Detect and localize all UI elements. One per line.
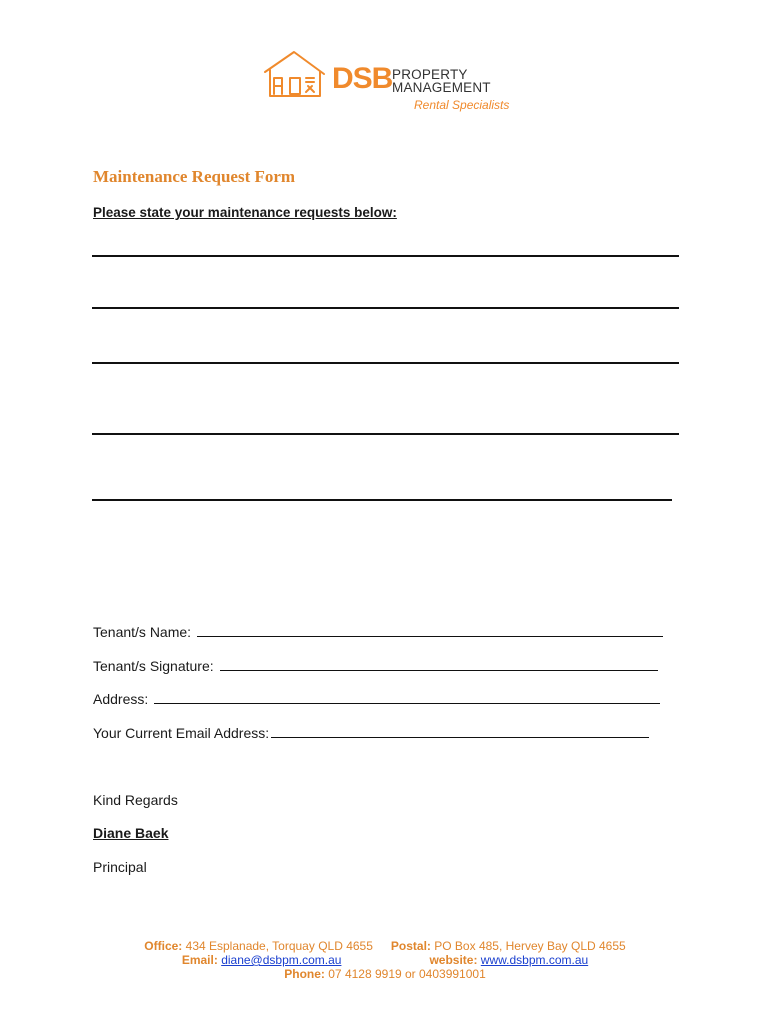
address-input[interactable]: [154, 689, 660, 704]
tenant-signature-input[interactable]: [220, 656, 658, 671]
email-label: Your Current Email Address:: [93, 725, 270, 741]
tenant-signature-field: [93, 656, 658, 674]
house-logo-icon: [262, 48, 332, 103]
footer-line-2: [0, 953, 770, 967]
signatory-role: Principal: [93, 859, 147, 875]
tenant-signature-label: Tenant/s Signature:: [93, 658, 218, 674]
phone-label: Phone:: [284, 967, 325, 981]
office-value: 434 Esplanade, Torquay QLD 4655: [182, 939, 373, 953]
logo-brand: DSB: [332, 62, 393, 95]
form-title: Maintenance Request Form: [93, 167, 296, 186]
footer-contact: [0, 939, 770, 981]
request-line-4[interactable]: [92, 433, 679, 435]
email-link[interactable]: diane@dsbpm.com.au: [221, 953, 342, 967]
company-logo: [262, 48, 522, 118]
address-label: Address:: [93, 691, 153, 707]
phone-value: 07 4128 9919 or 0403991001: [324, 967, 486, 981]
email-field: [93, 723, 649, 741]
logo-tagline: Rental Specialists: [414, 98, 510, 112]
postal-label: Postal:: [390, 939, 431, 953]
logo-line-1: PROPERTY: [392, 67, 468, 82]
website-label: website:: [429, 953, 478, 967]
email-label-footer: Email:: [181, 953, 218, 967]
footer-line-3: [0, 967, 770, 981]
office-label: Office:: [144, 939, 183, 953]
logo-line-2: MANAGEMENT: [392, 80, 491, 95]
tenant-name-input[interactable]: [197, 622, 663, 637]
tenant-name-field: [93, 622, 663, 640]
tenant-name-label: Tenant/s Name:: [93, 624, 195, 640]
address-field: [93, 689, 660, 707]
kind-regards: Kind Regards: [93, 792, 178, 808]
footer-line-1: [0, 939, 770, 953]
request-line-5[interactable]: [92, 499, 672, 501]
logo-text: [392, 68, 491, 94]
request-line-3[interactable]: [92, 362, 679, 364]
request-line-2[interactable]: [92, 307, 679, 309]
request-line-1[interactable]: [92, 255, 679, 257]
signatory-name: Diane Baek: [93, 825, 169, 841]
website-link[interactable]: www.dsbpm.com.au: [480, 953, 589, 967]
form-instruction: Please state your maintenance requests below:: [93, 205, 397, 220]
email-input[interactable]: [271, 723, 649, 738]
postal-value: PO Box 485, Hervey Bay QLD 4655: [430, 939, 626, 953]
